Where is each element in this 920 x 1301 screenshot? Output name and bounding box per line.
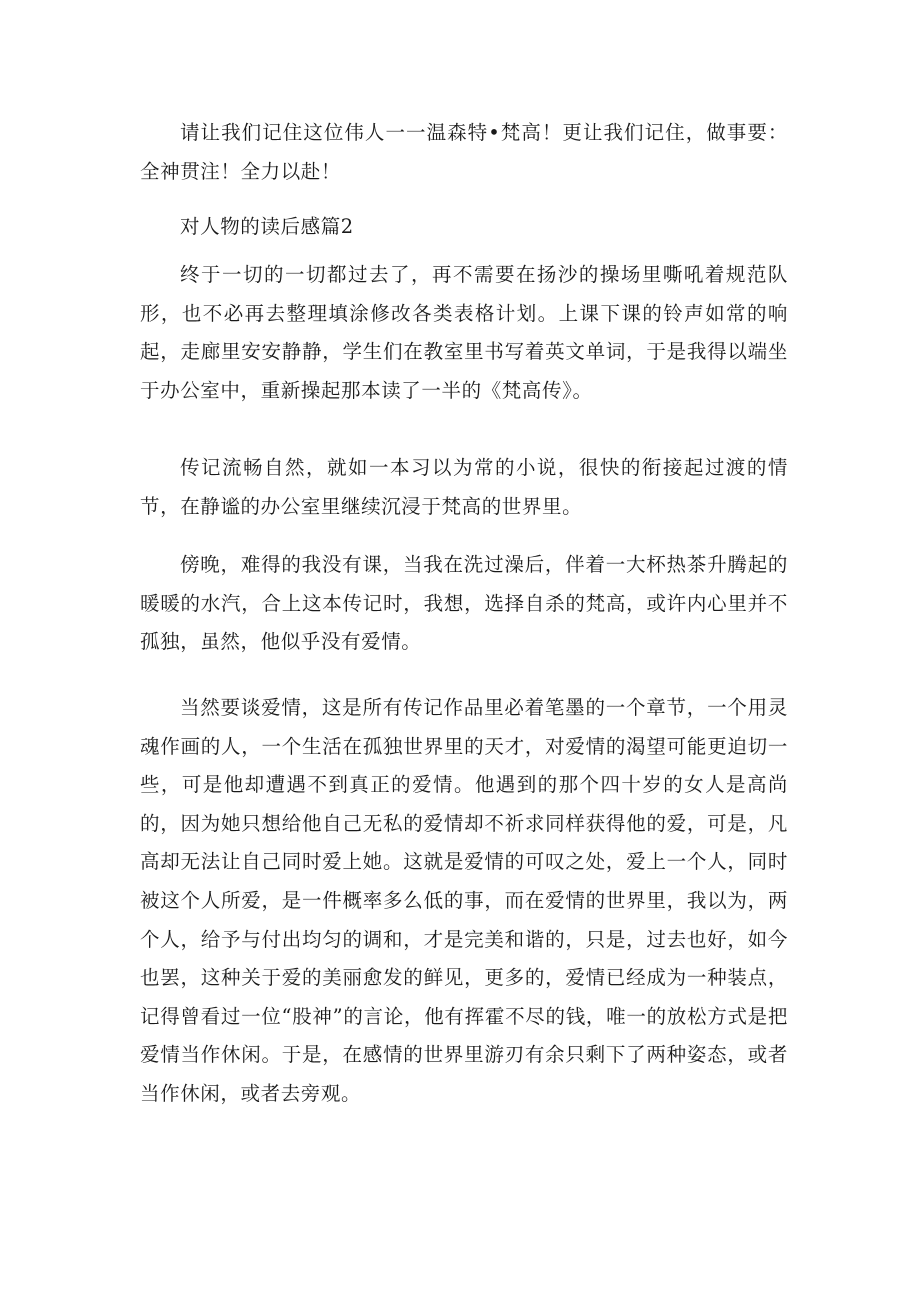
paragraph-closing-remark: 请让我们记住这位伟人一一温森特•梵高！更让我们记住，做事要：全神贯注！全力以赴！ [140, 121, 788, 183]
paragraph-on-love: 当然要谈爱情，这是所有传记作品里必着笔墨的一个章节，一个用灵魂作画的人，一个生活在孤独世界里的天才，对爱情的渴望可能更迫切一些，可是他却遭遇不到真正的爱情。他遇到的那个四十岁的女人是高尚的，因为她只想给他自己无私的爱情却不祈求同样获得他的爱，可是，凡高却无法让自己同时爱上她。这就是爱情的可叹之处，爱上一个人，同时被这个人所爱，是一件概率多么低的事，而在爱情的世界里，我以为，两个人，给予与付出均匀的调和，才是完美和谐的，只是，过去也好，如今也罢，这种关于爱的美丽愈发的鲜见，更多的，爱情已经成为一种装点，记得曾看过一位“股神”的言论，他有挥霍不尽的钱，唯一的放松方式是把爱情当作休闲。于是，在感情的世界里游刃有余只剩下了两种姿态，或者当作休闲，或者去旁观。 [140, 696, 788, 1105]
section-heading: 对人物的读后感篇2 [180, 215, 354, 238]
paragraph-evening-reflection: 傍晚，难得的我没有课，当我在洗过澡后，伴着一大杯热茶升腾起的暖暖的水汽，合上这本传记时，我想，选择自杀的梵高，或许内心里并不孤独，虽然，他似乎没有爱情。 [140, 553, 788, 654]
paragraph-biography-reading: 传记流畅自然，就如一本习以为常的小说，很快的衔接起过渡的情节，在静谧的办公室里继续沉浸于梵高的世界里。 [140, 456, 788, 518]
paragraph-intro: 终于一切的一切都过去了，再不需要在扬沙的操场里嘶吼着规范队形，也不必再去整理填涂修改各类表格计划。上课下课的铃声如常的响起，走廊里安安静静，学生们在教室里书写着英文单词，于是我得以端坐于办公室中，重新操起那本读了一半的《梵高传》。 [140, 263, 788, 402]
